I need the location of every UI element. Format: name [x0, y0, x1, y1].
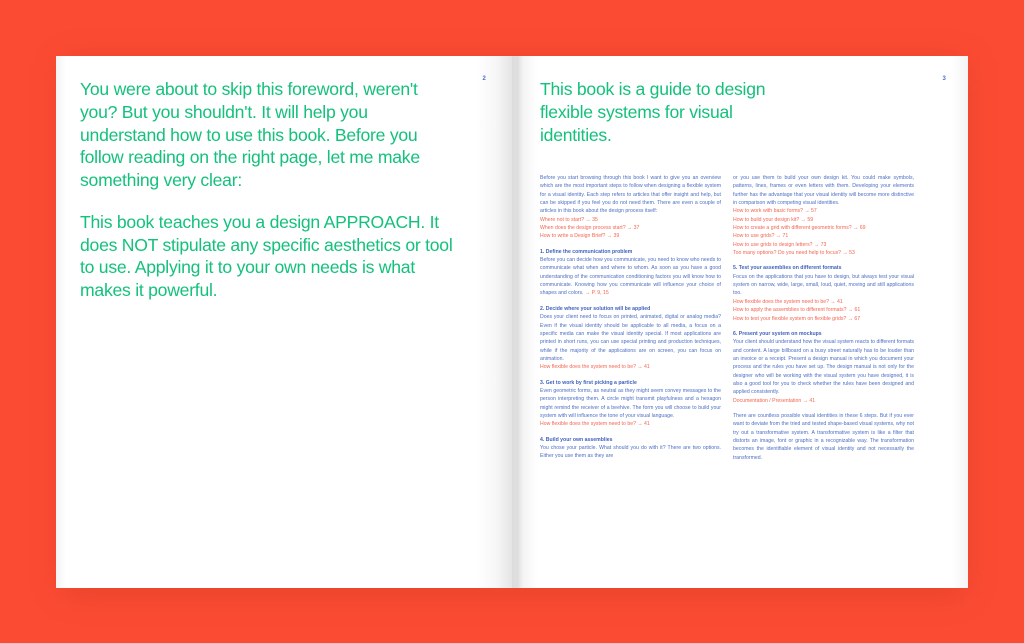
section-4-text: You chose your particle. What should you do with it? There are two options. Either you use them as they are [540, 444, 721, 460]
section-1-title: 1. Define the communication problem [540, 248, 633, 255]
right-page-headline: This book is a guide to design flexible systems for visual identities. [540, 79, 766, 145]
section-3-text: Even geometric forms, as neutral as they might seem convey messages to the person interpreting them. A circle might transmit playfulness and a hexagon might remind the receiver of a beehive. The form you will choose to build your system with will influence the tone of your visual language. [540, 387, 721, 419]
section-1-body: Before you can decide how you communicate, you need to know who needs to communicate what when and where to whom. As soon as you have a good understanding of the communication conditioning factors you will know how to communicate. Knowing how you communicate will influence your choice of shapes and colors. [540, 257, 721, 297]
section-1-inline-ref[interactable]: → P. 9, 15 [584, 290, 609, 297]
section-5-title: 5. Test your assemblies on different formats [733, 265, 842, 272]
book-spread [56, 56, 968, 588]
intro-link-2[interactable]: When does the design process start? → 37 [540, 225, 640, 232]
section-4-title: 4. Build your own assemblies [540, 436, 613, 443]
continuation-link-6[interactable]: Too many options? Do you need help to focus? → 53 [733, 250, 855, 257]
page-number-right: 3 [942, 76, 946, 82]
continuation-link-2[interactable]: How to build your design kit? → 59 [733, 216, 814, 223]
intro-link-1[interactable]: Where not to start? → 35 [540, 216, 598, 223]
body-columns [540, 174, 944, 462]
section-2-title: 2. Decide where your solution will be applied [540, 305, 651, 312]
continuation-link-5[interactable]: How to use grids to design letters? → 73 [733, 241, 827, 248]
section-1-text [540, 256, 721, 298]
section-3-link-1[interactable]: How flexible does the system need to be? → 41 [540, 421, 650, 428]
section-5-link-3[interactable]: How to test your flexible system on flexible grids? → 67 [733, 315, 861, 322]
continuation-link-3[interactable]: How to create a grid with different geometric forms? → 69 [733, 225, 866, 232]
left-page [56, 56, 512, 588]
section-6-text: Your client should understand how the visual system reacts to different formats and content. A large billboard on a busy street naturally has to be louder than an invoice or a receipt. Present a design manual in which you document your process and the rules you have set up. The design manual is not only for the designer who will be working with the visual system you have designed, it is also a good tool for you to check whether the rules have been designed and applied consistently. [733, 339, 914, 396]
body-column-one [540, 174, 721, 462]
intro-link-3[interactable]: How to write a Design Brief? → 39 [540, 233, 620, 240]
section-5-link-2[interactable]: How to apply the assemblies to different formats? → 61 [733, 307, 861, 314]
section-5-link-1[interactable]: How flexible does the system need to be? → 41 [733, 298, 843, 305]
section-2-text: Does your client need to focus on printed, animated, digital or analog media? Even if the visual identity should be applicable to all media, a focus on a specific media can make the visual identity special. If most applications are printed in short runs, you can use special printing and production techniques, while if the majority of the applications are on screen, you can focus on animation. [540, 314, 721, 362]
body-column-two [733, 174, 914, 462]
section-5-text: Focus on the applications that you have to design, but always test your visual system on narrow, wide, large, small, loud, quiet, moving and still applications too. [733, 273, 914, 297]
page-number-left: 2 [482, 76, 486, 82]
section-6-title: 6. Present your system on mockups [733, 330, 822, 337]
foreword-paragraph-1: You were about to skip this foreword, weren't you? But you shouldn't. It will help you understand how to use this book. Before you follow reading on the right page, let me make something very clear: [80, 79, 420, 191]
section-6-link-1[interactable]: Documentation / Presentation → 41 [733, 397, 816, 404]
continuation-link-4[interactable]: How to use grids? → 71 [733, 233, 789, 240]
right-page [512, 56, 968, 588]
intro-paragraph: Before you start browsing through this book I want to give you an overview which are the most important steps to follow when designing a flexible system for a visual identity. Each step refers to articles that offer insight and help, but can be skipped if you feel you do not need them. There are even a couple of articles in this book about the design process itself: [540, 175, 721, 215]
closing-paragraph: There are countless possible visual identities in these 6 steps. But if you ever want to deviate from the tried and tested shape-based visual systems, why not try out a transformative system. A transformative system is like a filter that distorts an image, font or graphic in a recognizable way. The transformation becomes the identifiable element of visual identity and not necessarily the transformed. [733, 412, 914, 461]
section-2-link-1[interactable]: How flexible does the system need to be? → 41 [540, 364, 650, 371]
section-3-title: 3. Get to work by first picking a particle [540, 379, 637, 386]
foreword-paragraph-2: This book teaches you a design APPROACH. It does NOT stipulate any specific aesthetics or tool to use. Applying it to your own needs is what makes it powerful. [80, 211, 453, 301]
continuation-paragraph: or you use them to build your own design kit. You could make symbols, patterns, lines, frames or even letters with them. Developing your elements further has the advantage that your visual identity will become more distinctive in comparison with competing visual identities. [733, 175, 914, 207]
continuation-link-1[interactable]: How to work with basic forms? → 57 [733, 208, 817, 215]
